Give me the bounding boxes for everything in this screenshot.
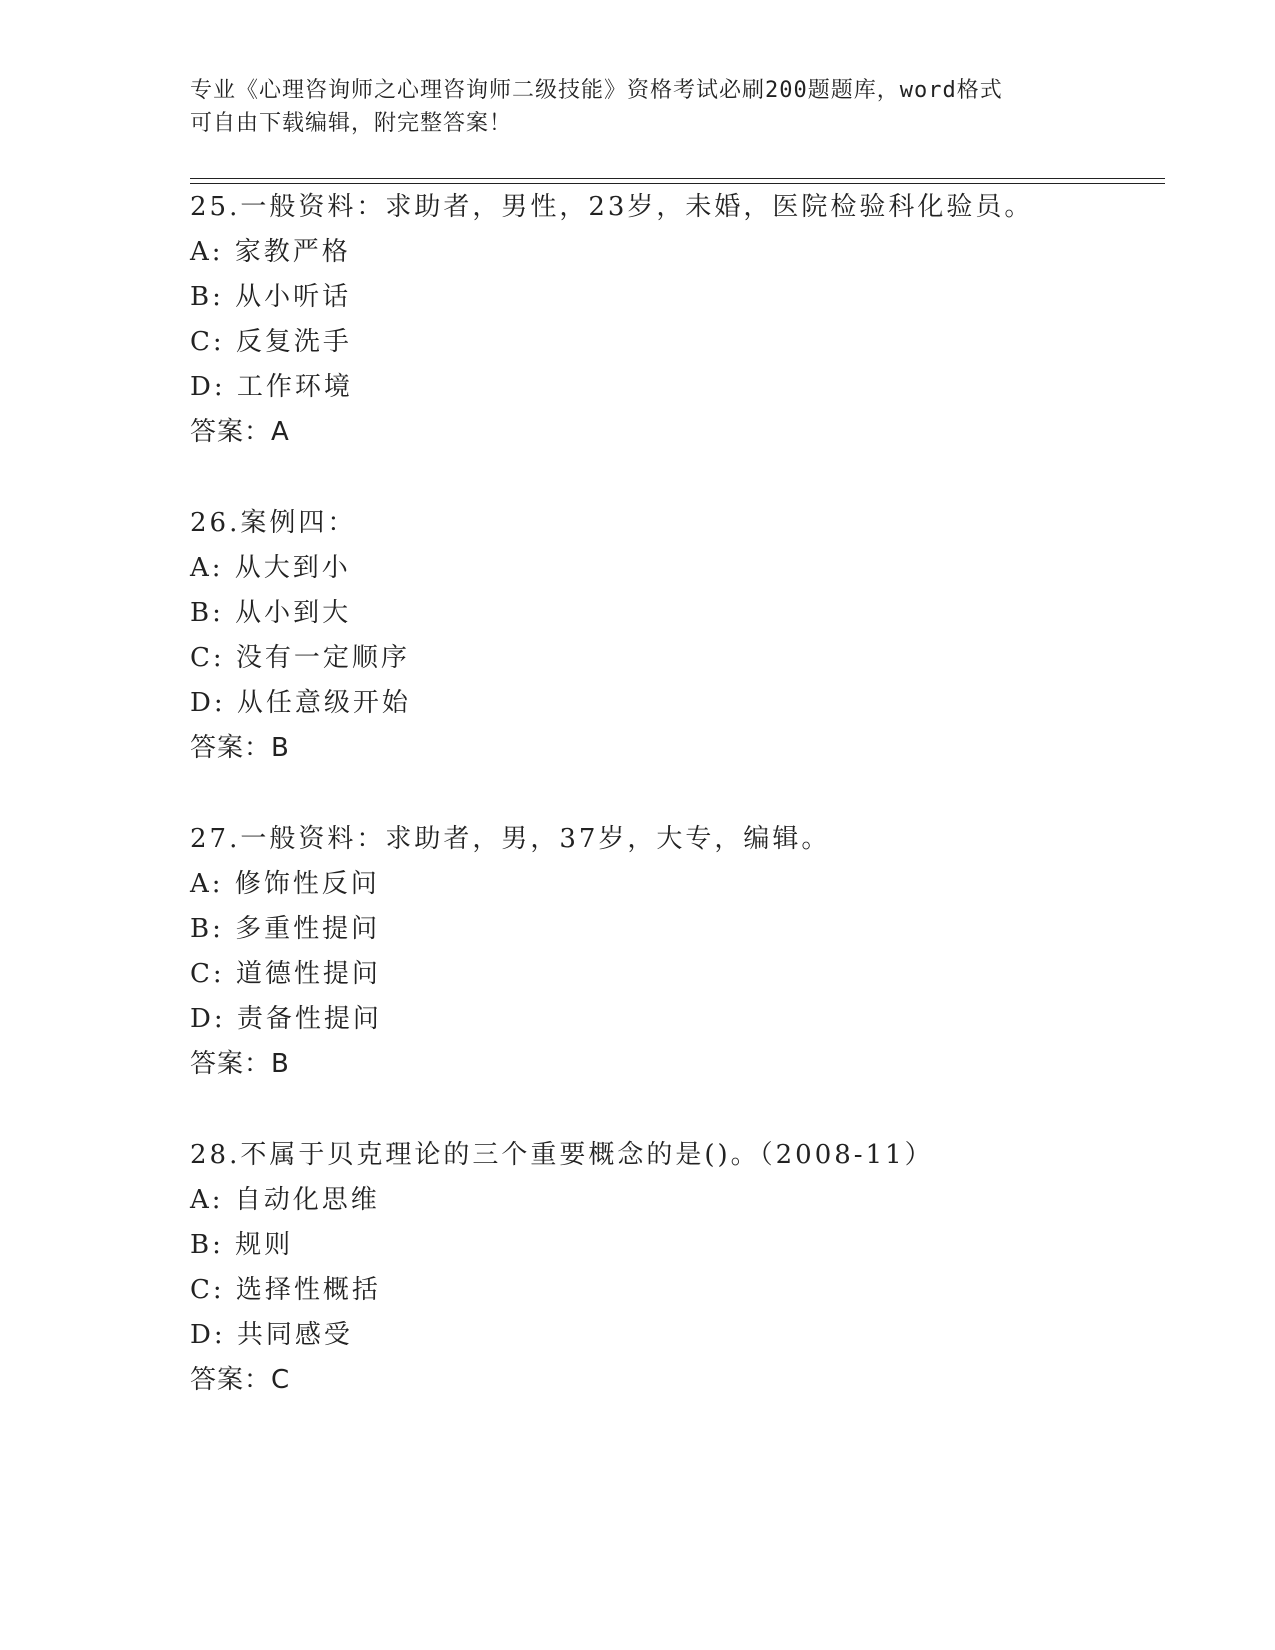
option-a: A: 家教严格 [190, 237, 351, 267]
option-c: C: 道德性提问 [190, 959, 381, 989]
option-c: C: 反复洗手 [190, 327, 352, 357]
option-d: D: 工作环境 [190, 372, 353, 402]
option-c: C: 没有一定顺序 [190, 643, 410, 673]
question-stem: 28.不属于贝克理论的三个重要概念的是()。（2008-11） [190, 1140, 934, 1170]
option-b: B: 从小听话 [190, 282, 352, 312]
header-title-line-2: 可自由下载编辑，附完整答案！ [190, 111, 513, 136]
option-a: A: 自动化思维 [190, 1185, 380, 1215]
option-d: D: 责备性提问 [190, 1004, 382, 1034]
option-b: B: 多重性提问 [190, 914, 381, 944]
header-divider-bottom [190, 183, 1165, 184]
question-stem: 26.案例四： [190, 508, 357, 538]
answer-label: 答案：C [190, 1365, 291, 1395]
answer-label: 答案：B [190, 733, 290, 763]
header-divider-top [190, 178, 1165, 179]
option-b: B: 从小到大 [190, 598, 352, 628]
option-d: D: 从任意级开始 [190, 688, 411, 718]
question-stem: 27.一般资料：求助者，男，37岁，大专，编辑。 [190, 824, 831, 854]
question-stem: 25.一般资料：求助者，男性，23岁，未婚，医院检验科化验员。 [190, 192, 1034, 222]
option-a: A: 从大到小 [190, 553, 351, 583]
option-d: D: 共同感受 [190, 1320, 353, 1350]
header-title-line-1: 专业《心理咨询师之心理咨询师二级技能》资格考试必刷200题题库，word格式 [190, 78, 1003, 103]
option-b: B: 规则 [190, 1230, 294, 1260]
option-a: A: 修饰性反问 [190, 869, 380, 899]
option-c: C: 选择性概括 [190, 1275, 381, 1305]
answer-label: 答案：B [190, 1049, 290, 1079]
answer-label: 答案：A [190, 417, 290, 447]
document-header [190, 74, 1090, 140]
